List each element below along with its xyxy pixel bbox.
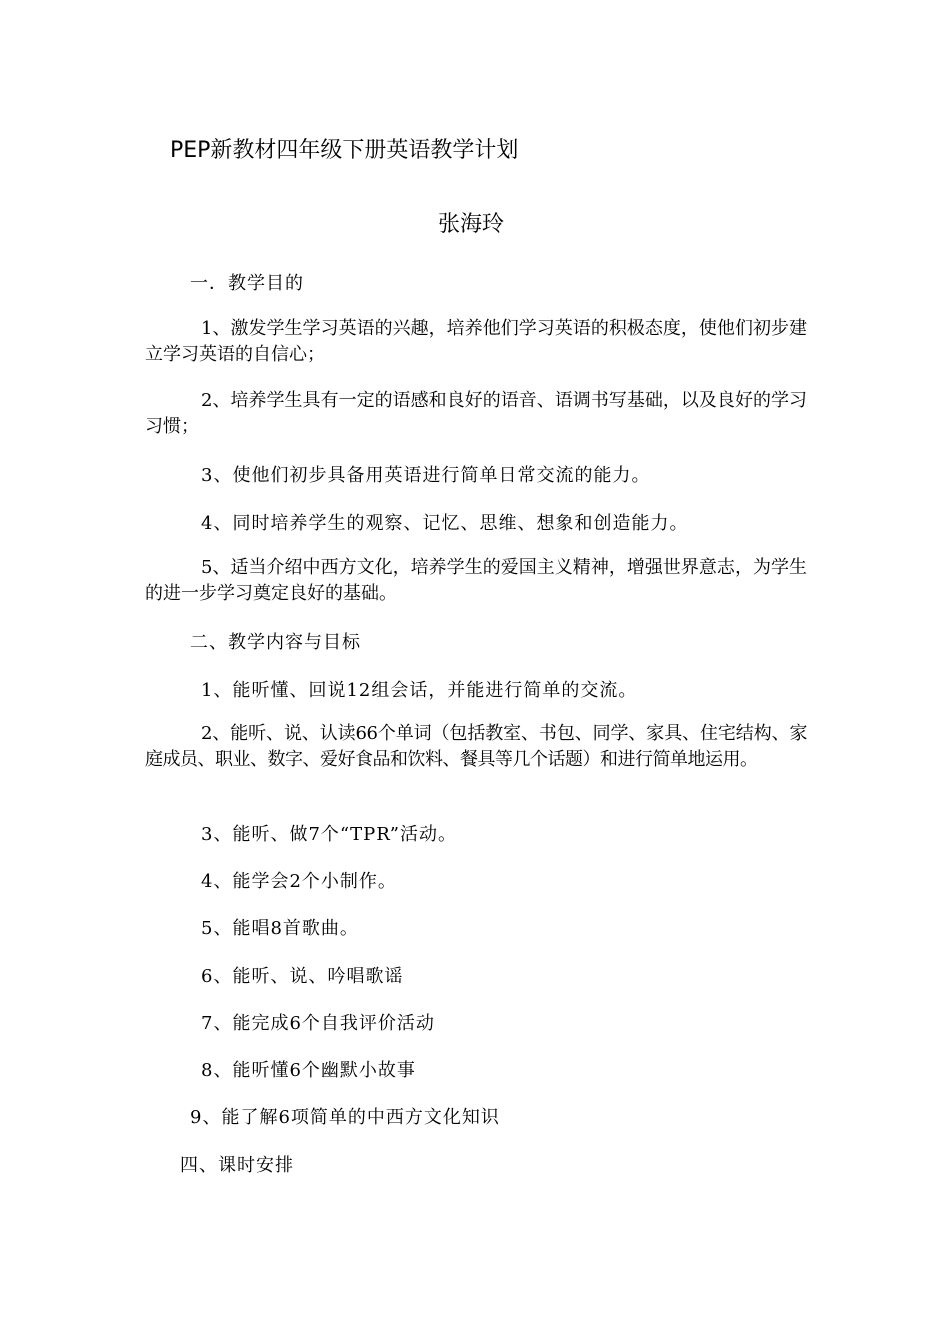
section-heading-content: 二、教学内容与目标 [190, 632, 361, 653]
content-item-5: 5、能唱8首歌曲。 [201, 918, 359, 939]
objective-item-3: 3、使他们初步具备用英语进行简单日常交流的能力。 [201, 465, 651, 486]
content-item-4: 4、能学会2个小制作。 [201, 871, 397, 892]
objective-item-1: 1、激发学生学习英语的兴趣，培养他们学习英语的积极态度，使他们初步建立学习英语的自信心； [145, 318, 807, 365]
document-author: 张海玲 [438, 212, 505, 237]
content-item-9: 9、能了解6项简单的中西方文化知识 [190, 1107, 500, 1128]
section-heading-objectives: 一．教学目的 [190, 273, 304, 294]
document-title: PEP新教材四年级下册英语教学计划 [170, 138, 519, 163]
content-item-7: 7、能完成6个自我评价活动 [201, 1013, 435, 1034]
content-item-3: 3、能听、做7个“TPR”活动。 [201, 824, 457, 845]
content-item-1: 1、能听懂、回说12组会话，并能进行简单的交流。 [201, 680, 638, 701]
content-item-2: 2、能听、说、认读66个单词（包括教室、书包、同学、家具、住宅结构、家庭成员、职业、数字、爱好食品和饮料、餐具等几个话题）和进行简单地运用。 [145, 723, 807, 770]
objective-item-4: 4、同时培养学生的观察、记忆、思维、想象和创造能力。 [201, 513, 689, 534]
content-item-8: 8、能听懂6个幽默小故事 [201, 1060, 416, 1081]
objective-item-2: 2、培养学生具有一定的语感和良好的语音、语调书写基础，以及良好的学习习惯； [145, 390, 807, 437]
content-item-6: 6、能听、说、吟唱歌谣 [201, 966, 404, 987]
objective-item-5: 5、适当介绍中西方文化，培养学生的爱国主义精神，增强世界意志，为学生的进一步学习奠定良好的基础。 [145, 557, 807, 604]
section-heading-schedule: 四、课时安排 [180, 1155, 294, 1176]
